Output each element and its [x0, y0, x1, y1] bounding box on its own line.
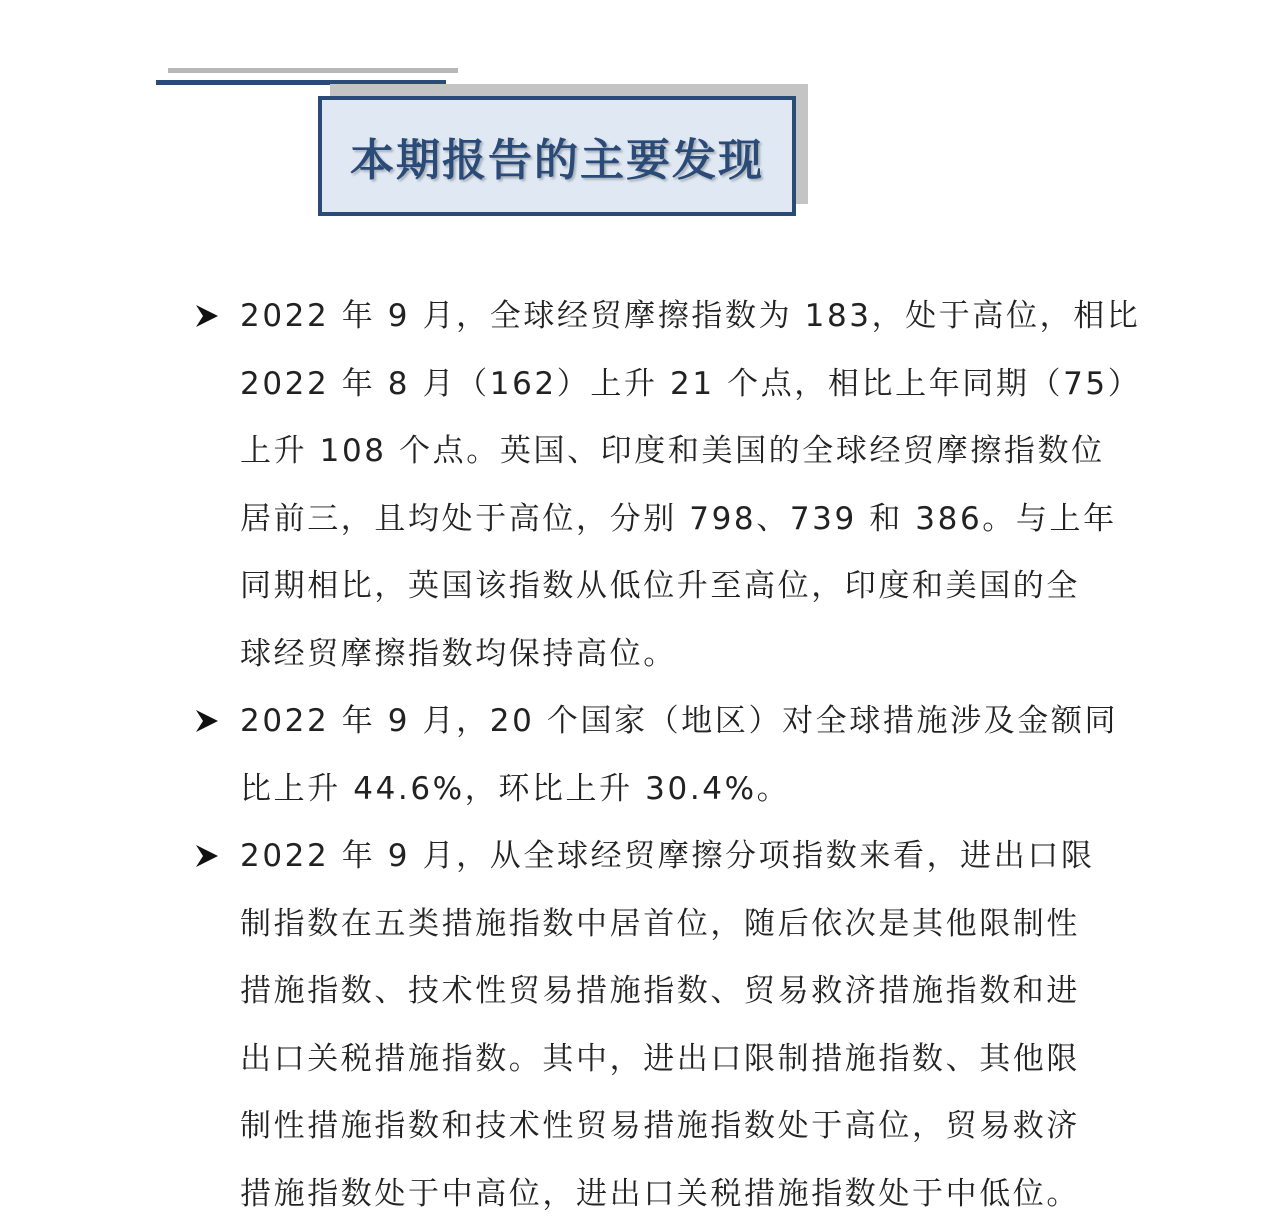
finding-text-line: 措施指数处于中高位，进出口关税措施指数处于中低位。 — [240, 1175, 1080, 1212]
arrow-bullet-icon — [192, 301, 222, 331]
finding-text-line: 居前三，且均处于高位，分别 798、739 和 386。与上年 — [240, 500, 1117, 537]
finding-text-line: 球经贸摩擦指数均保持高位。 — [240, 635, 677, 672]
finding-text-line: 制性措施指数和技术性贸易措施指数处于高位，贸易救济 — [240, 1108, 1080, 1144]
arrow-bullet-icon — [192, 706, 222, 736]
finding-text-line: 出口关税措施指数。其中，进出口限制措施指数、其他限 — [240, 1040, 1080, 1077]
arrow-bullet-icon — [192, 841, 222, 871]
finding-text-line: 制指数在五类措施指数中居首位，随后依次是其他限制性 — [240, 905, 1080, 942]
page-title: 本期报告的主要发现 — [350, 135, 764, 186]
finding-text-line: 2022 年 8 月（162）上升 21 个点，相比上年同期（75） — [240, 365, 1142, 402]
finding-text-line: 同期相比，英国该指数从低位升至高位，印度和美国的全 — [240, 568, 1080, 604]
finding-text-line: 2022 年 9 月，20 个国家（地区）对全球措施涉及金额同 — [240, 703, 1119, 739]
finding-text-line: 上升 108 个点。英国、印度和美国的全球经贸摩擦指数位 — [240, 433, 1105, 469]
finding-text-line: 2022 年 9 月，从全球经贸摩擦分项指数来看，进出口限 — [240, 838, 1095, 874]
title-box — [318, 96, 796, 216]
finding-text-line: 措施指数、技术性贸易措施指数、贸易救济措施指数和进 — [240, 973, 1080, 1009]
finding-text-line: 2022 年 9 月，全球经贸摩擦指数为 183，处于高位，相比 — [240, 298, 1141, 334]
decorative-line-gray — [168, 68, 458, 73]
finding-text-line: 比上升 44.6%，环比上升 30.4%。 — [240, 770, 791, 807]
